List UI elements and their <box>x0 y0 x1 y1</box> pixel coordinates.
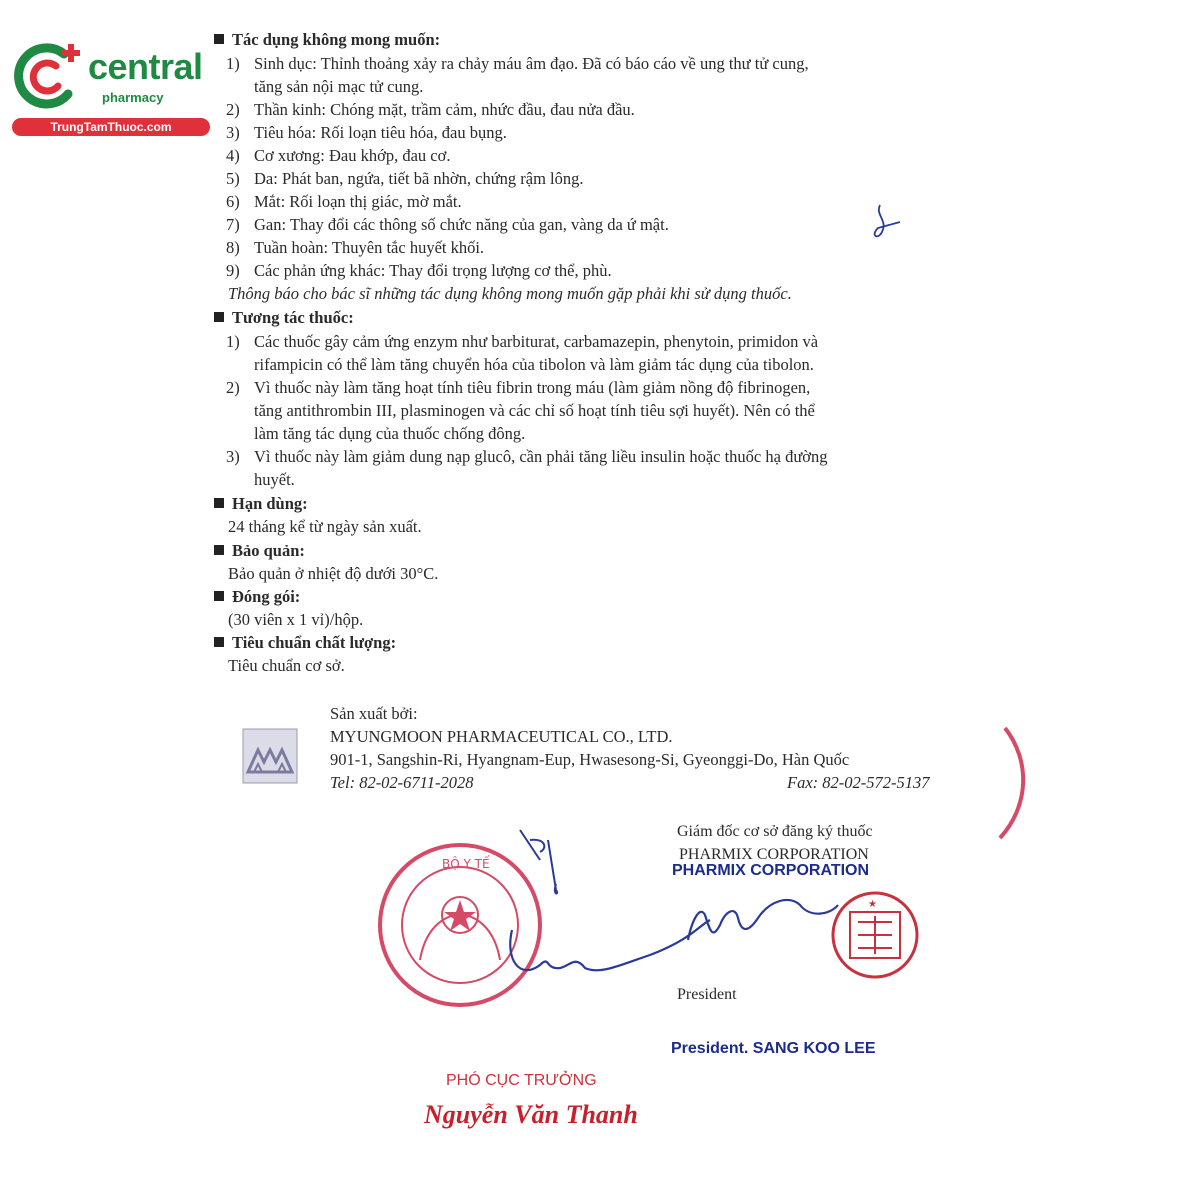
manufacturer-tel: Tel: 82-02-6711-2028 <box>330 773 474 792</box>
interaction-item: 2) Vì thuốc này làm tăng hoạt tính tiêu fibrin trong máu (làm giảm nồng độ fibrinogen, <box>226 378 811 397</box>
ministry-seal-icon <box>380 845 540 1005</box>
packaging-heading: Đóng gói: <box>214 587 300 607</box>
logo-brand: central <box>88 46 203 87</box>
registrant-position: President <box>677 986 737 1003</box>
interactions-heading: Tương tác thuốc: <box>214 308 354 328</box>
seal-edge-icon <box>1000 728 1023 838</box>
initial-signature-icon <box>875 205 900 236</box>
company-seal-icon <box>833 893 917 977</box>
side-effect-item-cont: tăng sản nội mạc tử cung. <box>254 77 424 96</box>
handwritten-signature-icon <box>520 830 557 894</box>
interaction-item: 3) Vì thuốc này làm giảm dung nạp glucô, cần phải tăng liều insulin hoặc thuốc hạ đường <box>226 447 828 466</box>
shelf-life-heading: Hạn dùng: <box>214 494 308 514</box>
side-effect-item: 9) Các phản ứng khác: Thay đổi trọng lượng cơ thể, phù. <box>226 261 612 280</box>
manufacturer-address: 901-1, Sangshin-Ri, Hyangnam-Eup, Hwasesong-Si, Gyeonggi-Do, Hàn Quốc <box>330 750 850 769</box>
interaction-item-cont: làm tăng tác dụng của thuốc chống đông. <box>254 424 526 443</box>
side-effect-item: 8) Tuần hoàn: Thuyên tắc huyết khối. <box>226 238 485 257</box>
manufacturer-name: MYUNGMOON PHARMACEUTICAL CO., LTD. <box>330 727 673 746</box>
manufacturer-fax: Fax: 82-02-572-5137 <box>787 773 930 792</box>
svg-text:BỘ Y TẾ: BỘ Y TẾ <box>442 857 490 871</box>
handwritten-signature-icon <box>688 900 838 940</box>
interaction-item-cont: rifampicin có thể làm tăng chuyển hóa của tibolon và làm giảm tác dụng của tibolon. <box>254 355 814 374</box>
storage-heading: Bảo quản: <box>214 541 305 561</box>
quality-text: Tiêu chuẩn cơ sở. <box>228 656 345 675</box>
quality-heading: Tiêu chuẩn chất lượng: <box>214 633 396 653</box>
side-effect-item: 6) Mắt: Rối loạn thị giác, mờ mắt. <box>226 192 462 211</box>
interaction-item: 1) Các thuốc gây cảm ứng enzym như barbiturat, carbamazepin, phenytoin, primidon và <box>226 332 819 351</box>
authority-title: PHÓ CỤC TRƯỞNG <box>446 1072 597 1089</box>
logo-subtitle: pharmacy <box>102 90 164 105</box>
registrant-name-stamp: President. SANG KOO LEE <box>671 1040 876 1057</box>
side-effect-item: 2) Thần kinh: Chóng mặt, trầm cảm, nhức đầu, đau nửa đầu. <box>226 100 635 119</box>
authority-name: Nguyễn Văn Thanh <box>424 1100 638 1129</box>
side-effect-item: 1) Sinh dục: Thỉnh thoảng xảy ra chảy máu âm đạo. Đã có báo cáo về ung thư tử cung, <box>226 54 809 73</box>
interaction-item-cont: huyết. <box>254 470 295 489</box>
shelf-life-text: 24 tháng kể từ ngày sản xuất. <box>228 517 422 536</box>
side-effect-item: 4) Cơ xương: Đau khớp, đau cơ. <box>226 146 451 165</box>
registrant-company-stamp: PHARMIX CORPORATION <box>672 862 870 879</box>
side-effect-item: 5) Da: Phát ban, ngứa, tiết bã nhờn, chứng rậm lông. <box>226 169 584 188</box>
side-effects-note: Thông báo cho bác sĩ những tác dụng không mong muốn gặp phải khi sử dụng thuốc. <box>228 284 792 303</box>
side-effect-item: 3) Tiêu hóa: Rối loạn tiêu hóa, đau bụng. <box>226 123 507 142</box>
manufacturer-label: Sản xuất bởi: <box>330 704 418 723</box>
interaction-item-cont: tăng antithrombin III, plasminogen và các chỉ số hoạt tính tiêu sợi huyết). Nên có thể <box>254 401 815 420</box>
storage-text: Bảo quản ở nhiệt độ dưới 30°C. <box>228 564 439 583</box>
side-effect-item: 7) Gan: Thay đổi các thông số chức năng của gan, vàng da ứ mật. <box>226 215 669 234</box>
registrant-company-printed: PHARMIX CORPORATION <box>679 846 869 863</box>
registrant-title: Giám đốc cơ sở đăng ký thuốc <box>677 823 873 840</box>
packaging-text: (30 viên x 1 vỉ)/hộp. <box>228 610 364 629</box>
logo-url-badge: TrungTamThuoc.com <box>12 118 210 136</box>
svg-text:★: ★ <box>868 899 877 910</box>
side-effects-heading: Tác dụng không mong muốn: <box>214 30 440 50</box>
